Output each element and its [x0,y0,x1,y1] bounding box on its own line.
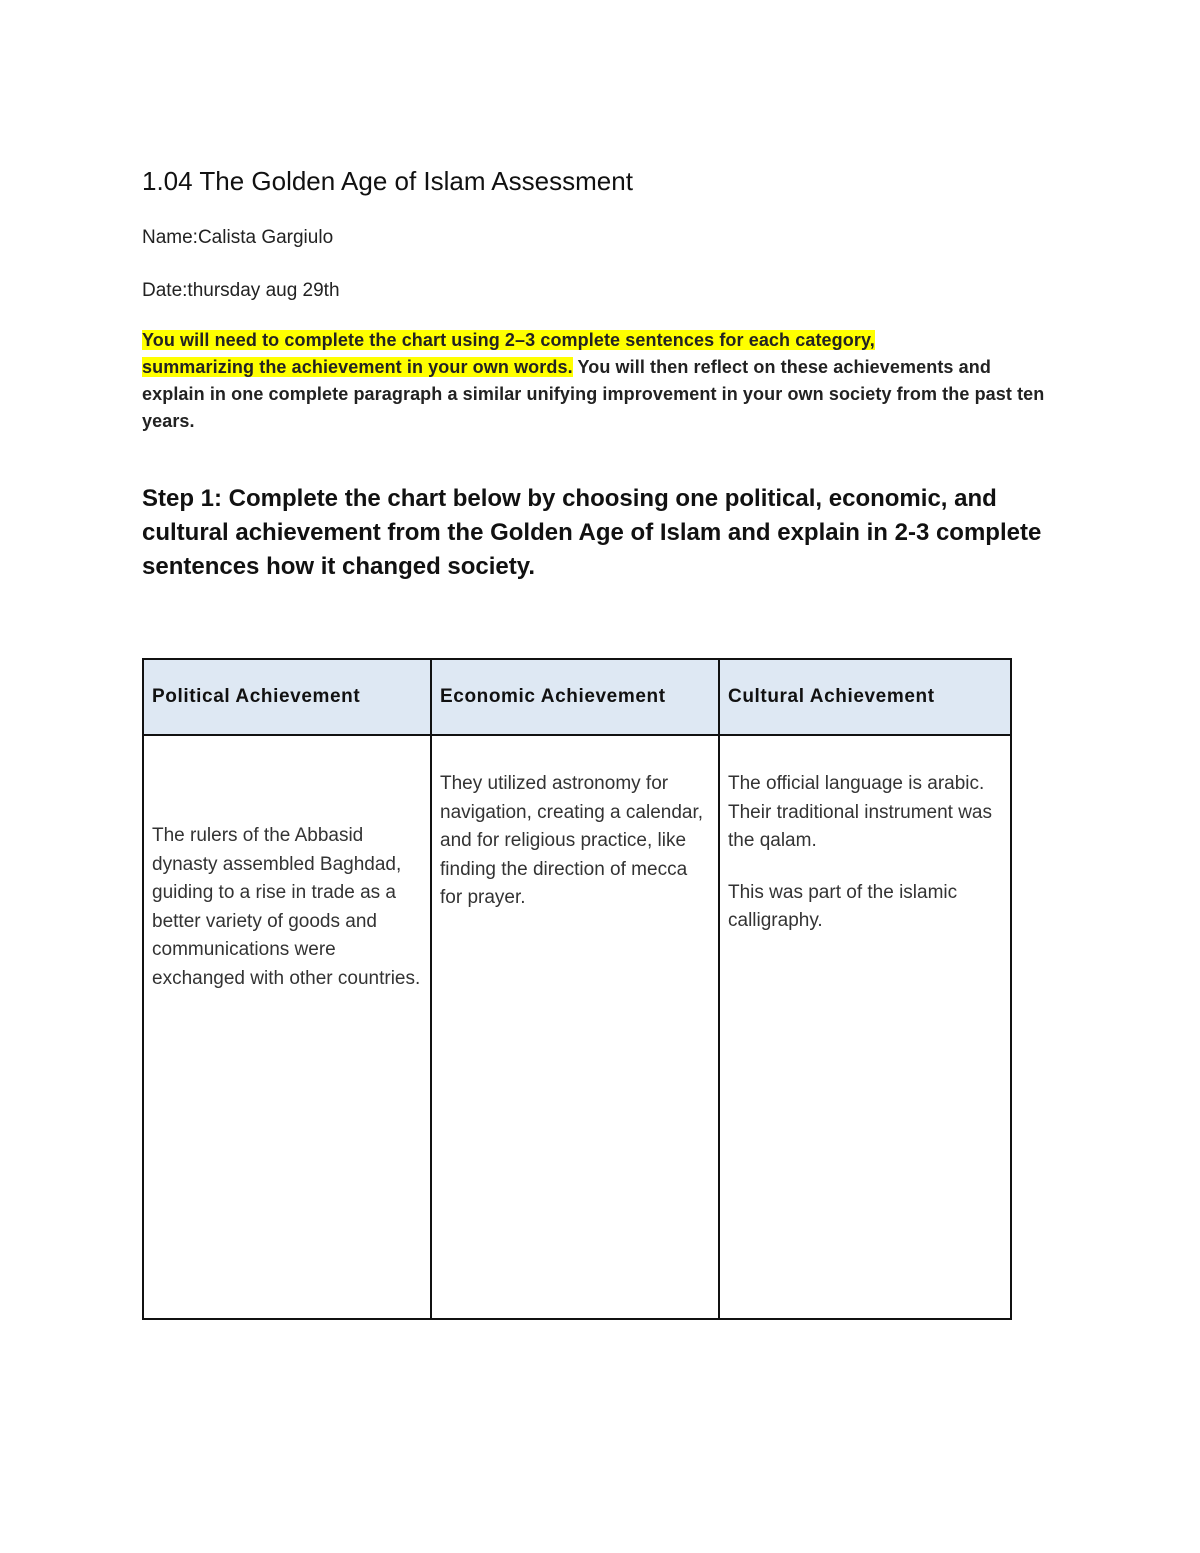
chart-body-row [143,735,1011,1319]
cell-political[interactable] [143,735,431,1319]
header-economic: Economic Achievement [431,659,719,735]
highlighted-instruction-line2: summarizing the achievement in your own words. [142,357,573,377]
name-line: Name:Calista Gargiulo [142,227,334,248]
political-text: The rulers of the Abbasid dynasty assembled Baghdad, guiding to a rise in trade as a better variety of goods and communications were exchanged with other countries. [152,825,421,989]
cell-economic[interactable] [431,735,719,1319]
chart-header-row [143,659,1011,735]
cultural-text-p1: The official language is arabic. Their traditional instrument was the qalam. [728,773,992,851]
highlighted-instruction-line1: You will need to complete the chart using 2–3 complete sentences for each category, [142,330,875,350]
instructions-paragraph [142,327,1057,435]
instruction-rest: You will then reflect on these achievements and explain in one complete paragraph a similar unifying improvement in your own society from the past ten years. [142,357,1045,431]
step1-heading: Step 1: Complete the chart below by choosing one political, economic, and cultural achievement from the Golden Age of Islam and explain in 2-3 complete sentences how it changed society. [142,485,1042,580]
achievement-chart [142,658,1012,1320]
header-political: Political Achievement [143,659,431,735]
document-title: 1.04 The Golden Age of Islam Assessment [142,166,633,196]
economic-text: They utilized astronomy for navigation, creating a calendar, and for religious practice, like finding the direction of mecca for prayer. [440,773,704,908]
cell-cultural[interactable] [719,735,1011,1319]
date-line: Date:thursday aug 29th [142,280,340,301]
cultural-text-p2: This was part of the islamic calligraphy. [728,881,958,931]
header-cultural: Cultural Achievement [719,659,1011,735]
